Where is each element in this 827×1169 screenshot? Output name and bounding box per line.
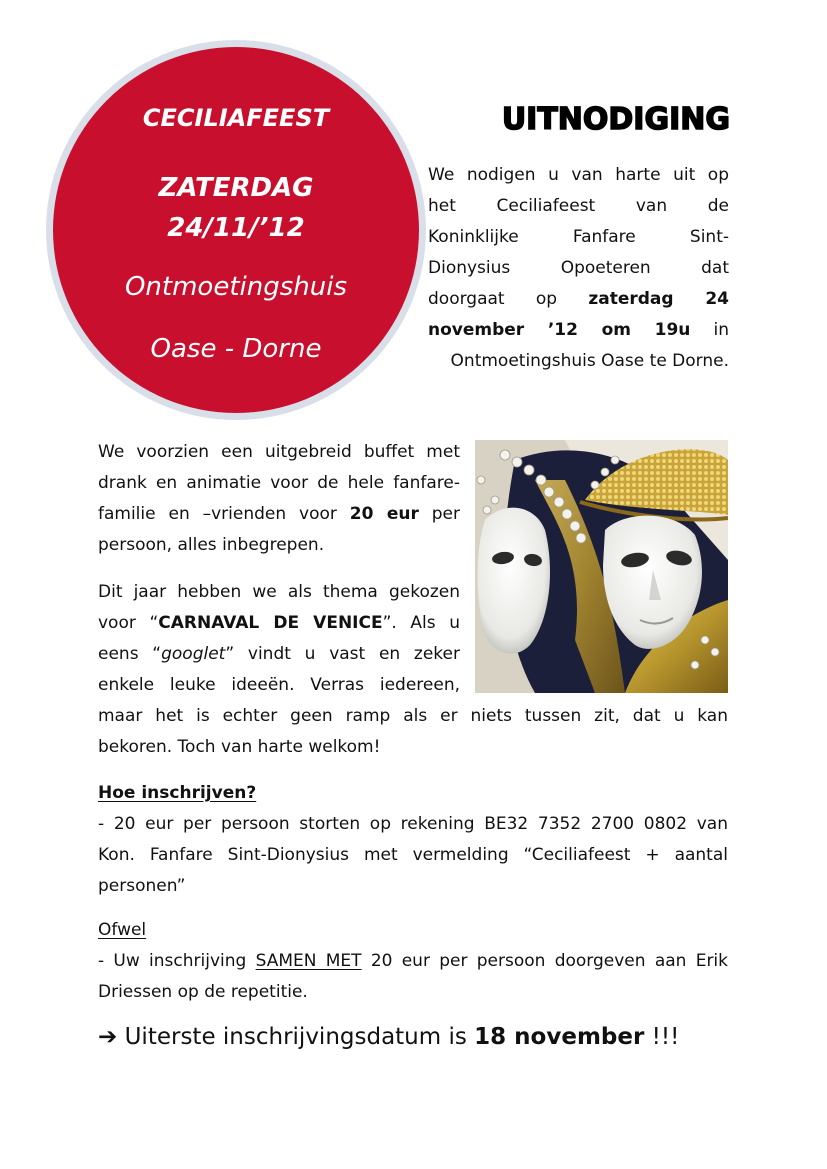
- alternative-text: - Uw inschrijving: [98, 951, 256, 971]
- alternative-heading: [98, 915, 728, 946]
- carnival-mask-icon: [475, 440, 728, 693]
- invite-paragraph: [428, 160, 729, 377]
- invite-text: in: [690, 320, 729, 340]
- circle-event-name: CECILIAFEEST: [142, 104, 330, 132]
- page-title: UITNODIGING: [501, 102, 730, 137]
- arrow-icon: ➔: [98, 1024, 118, 1050]
- buffet-text: familie en –vrienden voor: [98, 504, 350, 524]
- invite-date: zaterdag 24: [588, 289, 729, 309]
- deadline-date: 18 november: [474, 1024, 645, 1050]
- registration-line: personen”: [98, 876, 186, 896]
- buffet-line: [98, 499, 460, 530]
- invite-time: november ’12 om 19u: [428, 320, 691, 340]
- circle-date-value: 24/11/’12: [167, 213, 305, 243]
- deadline-text: Uiterste inschrijvingsdatum is: [117, 1024, 475, 1050]
- theme-text: voor “: [98, 613, 159, 633]
- buffet-paragraph: [98, 437, 460, 561]
- alternative-emphasis: SAMEN MET: [255, 951, 362, 971]
- invite-text: doorgaat op: [428, 289, 589, 309]
- theme-text: eens “: [98, 644, 162, 664]
- alternative-heading-text: Ofwel: [98, 920, 147, 940]
- theme-line: [98, 639, 460, 670]
- invite-line: Koninklijke Fanfare Sint-: [428, 227, 729, 247]
- invite-line: het Ceciliafeest van de: [428, 196, 729, 216]
- alternative-text: 20 eur per persoon doorgeven aan Erik: [361, 951, 729, 971]
- theme-continued: [98, 701, 728, 763]
- alternative-line: [98, 946, 728, 977]
- alternative-line: Driessen op de repetitie.: [98, 982, 308, 1002]
- theme-line: [98, 608, 460, 639]
- theme-line: maar het is echter geen ramp als er niets tussen zit, dat u kan: [98, 706, 728, 726]
- registration-section: [98, 778, 728, 902]
- theme-text: ” vindt u vast en zeker: [225, 644, 460, 664]
- registration-line: Kon. Fanfare Sint-Dionysius met vermelding “Ceciliafeest + aantal: [98, 845, 728, 865]
- theme-line: enkele leuke ideeën. Verras iedereen,: [98, 675, 460, 695]
- alternative-section: [98, 915, 728, 1008]
- carnival-mask-photo: [475, 440, 728, 693]
- deadline-exclaim: !!!: [644, 1024, 680, 1050]
- invite-line: [428, 315, 729, 346]
- deadline-line: [98, 1024, 738, 1050]
- registration-heading: [98, 778, 728, 809]
- circle-venue: Ontmoetingshuis: [124, 272, 348, 302]
- invite-line: We nodigen u van harte uit op: [428, 165, 729, 185]
- invite-line: [428, 284, 729, 315]
- circle-location: Oase - Dorne: [150, 334, 322, 364]
- registration-line: - 20 eur per persoon storten op rekening BE32 7352 2700 0802 van: [98, 814, 728, 834]
- buffet-line: drank en animatie voor de hele fanfare-: [98, 473, 460, 493]
- theme-name: CARNAVAL DE VENICE: [158, 613, 383, 633]
- theme-line: Dit jaar hebben we als thema gekozen: [98, 582, 460, 602]
- buffet-line: We voorzien een uitgebreid buffet met: [98, 442, 460, 462]
- circle-date: [53, 168, 419, 248]
- registration-heading-text: Hoe inschrijven?: [98, 783, 257, 803]
- theme-line: bekoren. Toch van harte welkom!: [98, 737, 381, 757]
- buffet-price: 20 eur: [349, 504, 419, 524]
- theme-googlet: googlet: [161, 644, 226, 664]
- circle-day: ZATERDAG: [158, 173, 314, 203]
- invite-line: Ontmoetingshuis Oase te Dorne.: [450, 351, 729, 371]
- theme-text: ”. Als u: [382, 613, 460, 633]
- buffet-text: per: [418, 504, 461, 524]
- theme-paragraph: [98, 577, 460, 701]
- buffet-line: persoon, alles inbegrepen.: [98, 535, 325, 555]
- invite-line: Dionysius Opoeteren dat: [428, 258, 729, 278]
